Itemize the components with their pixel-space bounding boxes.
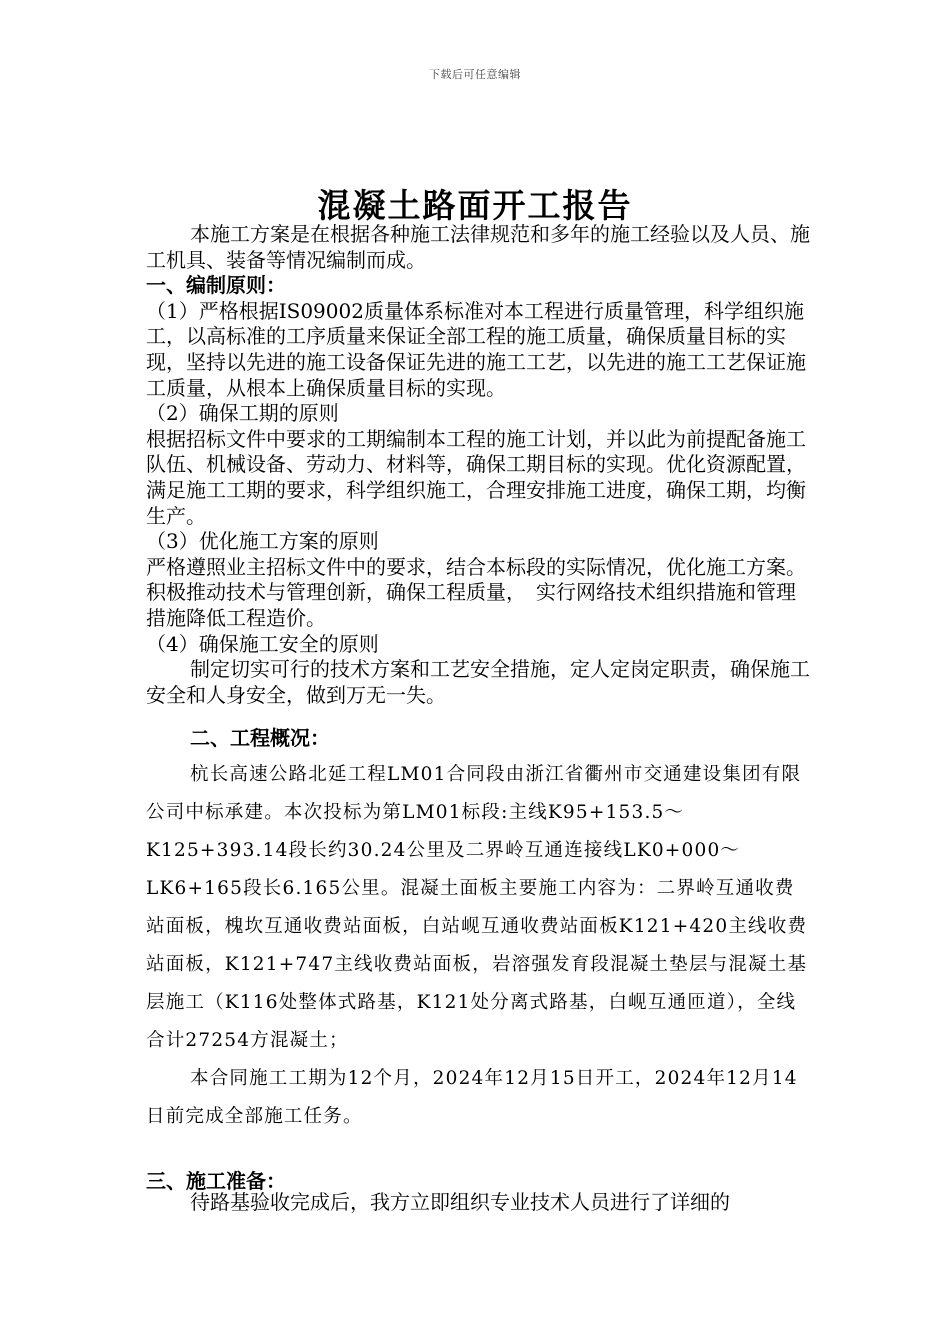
schedule-paragraph: 本合同施工工期为12个月，2024年12月15日开工，2024年12月14日前完成全部施工任务。 <box>146 1068 798 1127</box>
overview-paragraph: 杭长高速公路北延工程LM01合同段由浙江省衢州市交通建设集团有限公司中标承建。本次投标为第LM01标段:主线K95+153.5～K125+393.14段长约30.24公里及二界岭互通连接线LK0+000～LK6+165段长6.165公里。混凝土面板主要施工内容为：二界岭互通收费站面板，槐坎互通收费站面板，白站岘互通收费站面板K121+420主线收费站面板，K121+747主线收费站面板，岩溶强发育段混凝土垫层与混凝土基层施工（K116处整体式路基，K121处分离式路基，白岘互通匝道），全线合计27254方混凝土； <box>146 764 808 1051</box>
principle-4-label: （4）确保施工安全的原则 <box>146 631 379 656</box>
principle-4-text: 制定切实可行的技术方案和工艺安全措施，定人定岗定职责，确保施工安全和人身安全，做到万无一失。 <box>146 657 810 707</box>
section-overview <box>146 756 811 1136</box>
section1-heading: 一、编制原则： <box>146 273 286 298</box>
section2-heading: 二、工程概况： <box>190 726 330 750</box>
intro-paragraph: 本施工方案是在根据各种施工法律规范和多年的施工经验以及人员、施工机具、装备等情况编制而成。 <box>146 222 810 272</box>
principle-1-text: （1）严格根据IS09002质量体系标准对本工程进行质量管理，科学组织施工，以高标准的工序质量来保证全部工程的施工质量，确保质量目标的实现，坚持以先进的施工设备保证先进的施工工艺，以先进的施工工艺保证施工质量，从根本上确保质量目标的实现。 <box>146 298 806 400</box>
section-preparation <box>146 1189 811 1215</box>
document-title: 混凝土路面开工报告 <box>317 186 633 225</box>
preparation-paragraph: 待路基验收完成后，我方立即组织专业技术人员进行了详细的 <box>190 1190 730 1214</box>
header-note: 下载后可任意编辑 <box>429 68 521 81</box>
principle-2-text: 根据招标文件中要求的工期编制本工程的施工计划，并以此为前提配备施工队伍、机械设备、劳动力、材料等，确保工期目标的实现。优化资源配置，满足施工工期的要求，科学组织施工，合理安排施工进度，确保工期，均衡生产。 <box>146 426 806 528</box>
section3-heading: 三、施工准备： <box>146 1169 286 1193</box>
section-principles <box>146 222 811 708</box>
principle-3-text: 严格遵照业主招标文件中的要求，结合本标段的实际情况，优化施工方案。积极推动技术与管理创新，确保工程质量， 实行网络技术组织措施和管理措施降低工程造价。 <box>146 554 806 630</box>
principle-2-label: （2）确保工期的原则 <box>146 401 339 426</box>
principle-3-label: （3）优化施工方案的原则 <box>146 529 379 554</box>
